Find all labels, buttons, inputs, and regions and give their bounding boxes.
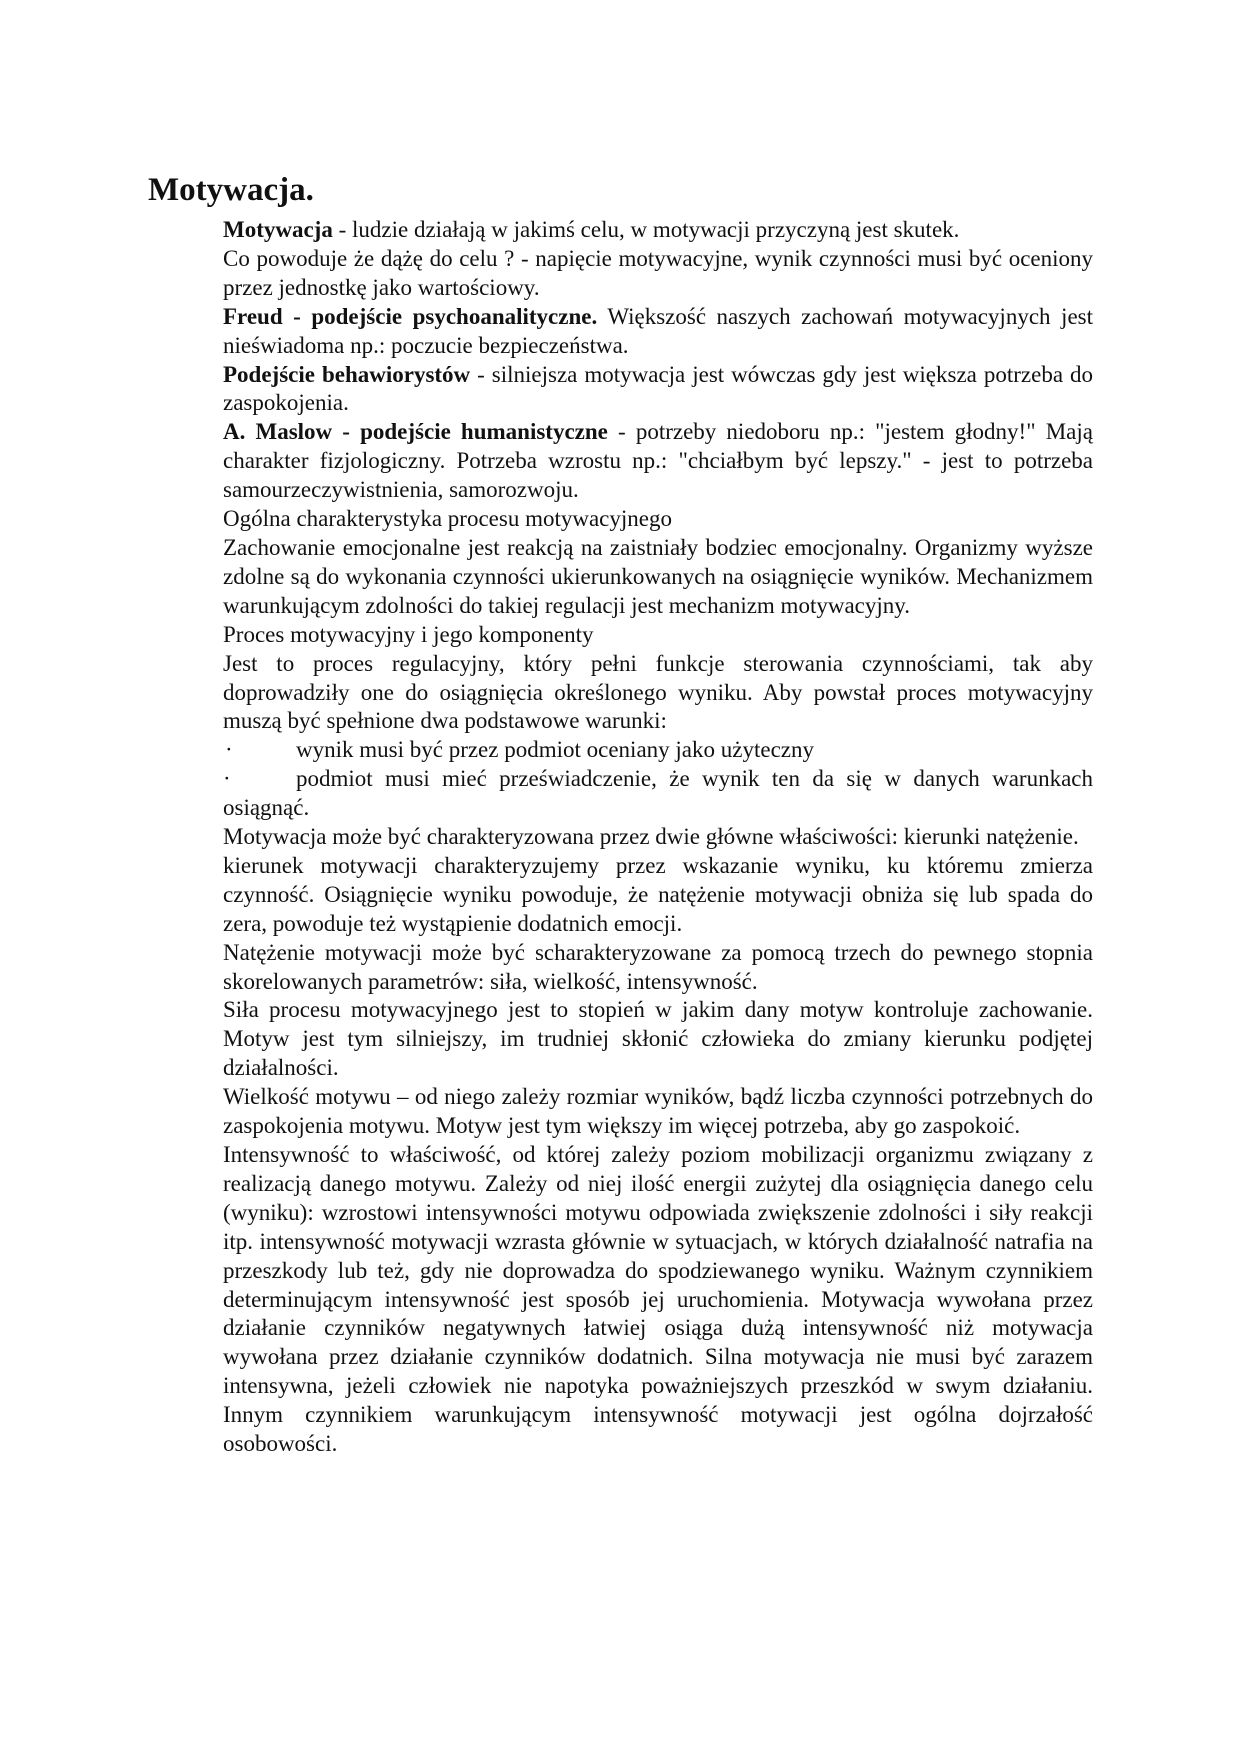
- list-item-text: wynik musi być przez podmiot oceniany jako użyteczny: [296, 737, 814, 763]
- maslow-text: - potrzeby niedoboru np.: "jestem głodny!" Mają charakter fizjologiczny. Potrzeba wzrostu np.: "chciałbym być lepszy." - jest to potrzeba samourzeczywistnienia, samorozwoju.: [223, 419, 1093, 503]
- list-item-text: podmiot musi mieć przeświadczenie, że wynik ten da się w danych warunkach osiągnąć.: [223, 766, 1093, 821]
- paragraph-intensity-parameters: Natężenie motywacji może być scharakteryzowane za pomocą trzech do pewnego stopnia skorelowanych parametrów: siła, wielkość, intensywność.: [223, 939, 1093, 994]
- paragraph-question: Co powoduje że dążę do celu ? - napięcie motywacyjne, wynik czynności musi być oceniony przez jednostkę jako wartościowy.: [223, 245, 1093, 300]
- document-body: [223, 216, 1093, 1459]
- paragraph-intensity: Intensywność to właściwość, od której zależy poziom mobilizacji organizmu związany z realizacją danego motywu. Zależy od niej ilość energii zużytej dla osiągnięcia danego celu (wyniku): wzrostowi intensywności motywu odpowiada zwiększenie zdolności i siły reakcji itp. intensywność motywacji wzrasta głównie w sytuacjach, w których działalność natrafia na przeszkody lub też, gdy nie doprowadza do spodziewanego wyniku. Ważnym czynnikiem determinującym intensywność jest sposób jej uruchomienia. Motywacja wywołana przez działanie czynników negatywnych łatwiej osiąga dużą intensywność niż motywacja wywołana przez działanie czynników dodatnich. Silna motywacja nie musi być zarazem intensywna, jeżeli człowiek nie napotyka poważniejszych przeszkód w swym działaniu. Innym czynnikiem warunkującym intensywność motywacji jest ogólna dojrzałość osobowości.: [223, 1142, 1093, 1457]
- list-item: [223, 736, 1093, 765]
- page-title: Motywacja.: [148, 172, 314, 208]
- term-motywacja: Motywacja: [223, 217, 333, 242]
- bullet-icon: ·: [225, 737, 233, 763]
- paragraph-properties: Motywacja może być charakteryzowana przez dwie główne właściwości: kierunki natężenie.: [223, 824, 1079, 850]
- term-maslow: A. Maslow - podejście humanistyczne: [223, 419, 608, 445]
- paragraph-magnitude: Wielkość motywu – od niego zależy rozmiar wyników, bądź liczba czynności potrzebnych do zaspokojenia motywu. Motyw jest tym większy im więcej potrzeba, aby go zaspokoić.: [223, 1084, 1093, 1139]
- paragraph-freud: [223, 303, 1093, 361]
- section-heading-characteristics: Ogólna charakterystyka procesu motywacyjnego: [223, 506, 672, 532]
- behaviorism-text: - silniejsza motywacja jest wówczas gdy jest większa potrzeba do zaspokojenia.: [223, 361, 1094, 416]
- paragraph-strength: Siła procesu motywacyjnego jest to stopień w jakim dany motyw kontroluje zachowanie. Motyw jest tym silniejszy, im trudniej skłonić człowieka do zmiany kierunku podjętej działalności.: [223, 997, 1093, 1081]
- paragraph-direction: kierunek motywacji charakteryzujemy przez wskazanie wyniku, ku któremu zmierza czynność. Osiągnięcie wyniku powoduje, że natężenie motywacji obniża się lub spada do zera, powoduje też wystąpienie dodatnich emocji.: [223, 852, 1093, 936]
- paragraph-regulatory-process: Jest to proces regulacyjny, który pełni funkcje sterowania czynnościami, tak aby doprowadziły one do osiągnięcia określonego wyniku. Aby powstał proces motywacyjny muszą być spełnione dwa podstawowe warunki:: [223, 650, 1093, 734]
- paragraph-behaviorism: [223, 361, 1093, 419]
- list-item: [223, 765, 1093, 823]
- paragraph-maslow: [223, 418, 1093, 505]
- term-freud: Freud - podejście psychoanalityczne.: [223, 303, 598, 329]
- paragraph-definition: [223, 216, 1093, 245]
- term-behaviorism: Podejście behawiorystów: [223, 361, 471, 387]
- section-heading-process: Proces motywacyjny i jego komponenty: [223, 621, 594, 647]
- freud-text: Większość naszych zachowań motywacyjnych jest nieświadoma np.: poczucie bezpieczeństwa.: [223, 303, 1093, 358]
- bullet-icon: ·: [223, 766, 231, 792]
- paragraph-emotional-behavior: Zachowanie emocjonalne jest reakcją na zaistniały bodziec emocjonalny. Organizmy wyższe zdolne są do wykonania czynności ukierunkowanych na osiągnięcie wyników. Mechanizmem warunkującym zdolności do takiej regulacji jest mechanizm motywacyjny.: [223, 534, 1093, 618]
- definition-text: - ludzie działają w jakimś celu, w motywacji przyczyną jest skutek.: [332, 217, 960, 242]
